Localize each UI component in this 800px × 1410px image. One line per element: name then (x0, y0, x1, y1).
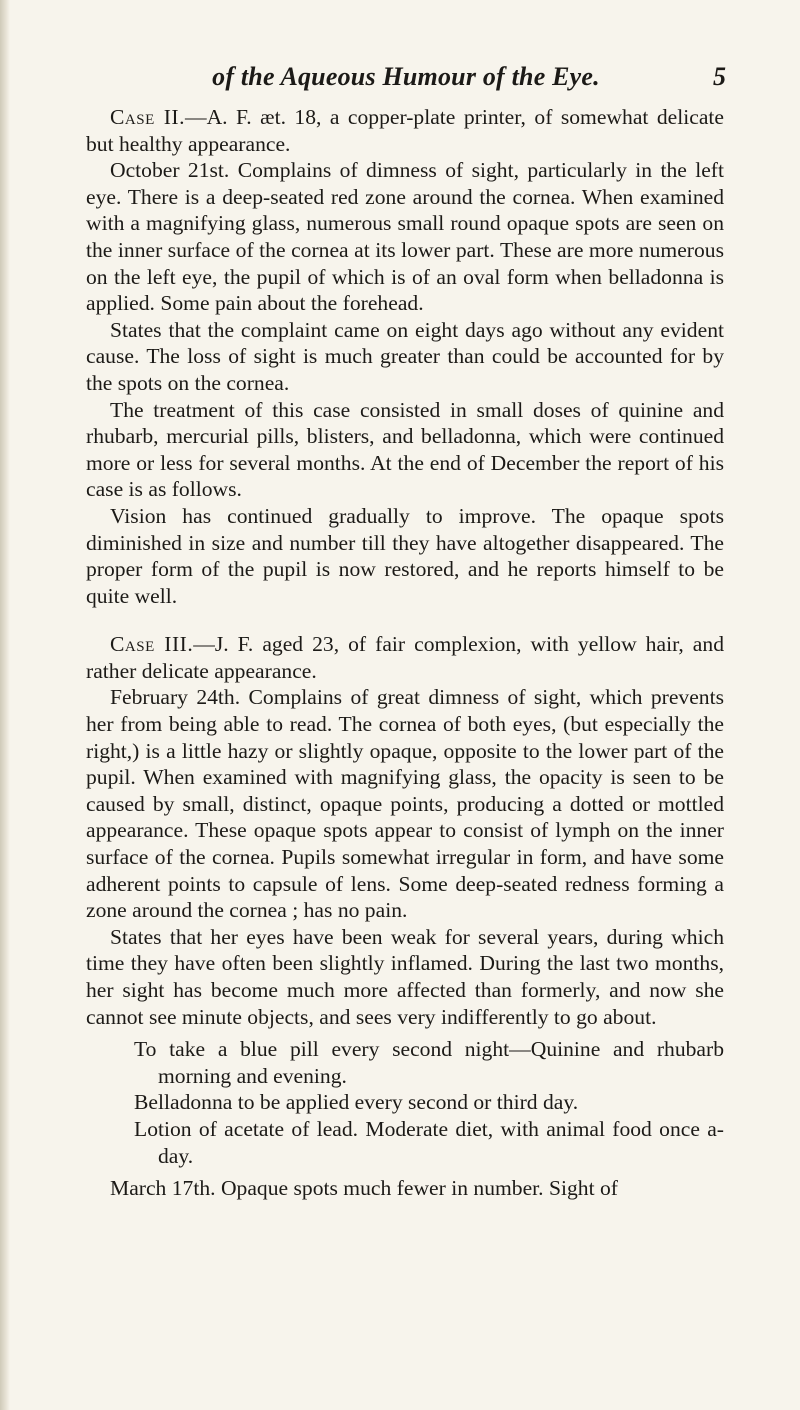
case-3-label: Case III. (110, 632, 194, 657)
case-2-paragraph: Vision has continued gradually to improve. The opaque spots diminished in size and number till they have altogether disappeared. The proper form of the pupil is now restored, and he reports himself to be quite well. (86, 503, 724, 608)
running-head: of the Aqueous Humour of the Eye. (212, 62, 600, 91)
page-number: 5 (713, 62, 726, 91)
prescription-line: To take a blue pill every second night—Quinine and rhubarb morning and evening. (134, 1037, 724, 1088)
case-3-intro-text: —J. F. aged 23, of fair complexion, with yellow hair, and rather delicate appearance. (86, 632, 724, 683)
case-2-intro-text: —A. F. æt. 18, a copper-plate printer, of somewhat delicate but healthy appearance. (86, 105, 724, 156)
case-2-paragraph: October 21st. Complains of dimness of sight, particularly in the left eye. There is a deep-seated red zone around the cornea. When examined with a magnifying glass, numerous small round opaque spots are seen on the inner surface of the cornea at its lower part. These are more numerous on the left eye, the pupil of which is of an oval form when belladonna is applied. Some pain about the forehead. (86, 158, 724, 316)
page-header (86, 62, 726, 98)
case-2-paragraph: States that the complaint came on eight days ago without any evident cause. The loss of sight is much greater than could be accounted for by the spots on the cornea. (86, 317, 724, 395)
page-gutter-shadow (0, 0, 10, 1410)
prescription-line: Lotion of acetate of lead. Moderate diet, with animal food once a-day. (134, 1116, 724, 1168)
body-text (86, 104, 724, 1202)
case-3-paragraph: February 24th. Complains of great dimness of sight, which prevents her from being able to read. The cornea of both eyes, (but especially the right,) is a little hazy or slightly opaque, opposite to the lower part of the pupil. When examined with magnifying glass, the opacity is seen to be caused by small, distinct, opaque points, producing a dotted or mottled appearance. These opaque spots appear to consist of lymph on the inner surface of the cornea. Pupils somewhat irregular in form, and have some adherent points to capsule of lens. Some deep-seated redness forming a zone around the cornea ; has no pain. (86, 685, 724, 923)
case-3-paragraph: States that her eyes have been weak for several years, during which time they have often been slightly inflamed. During the last two months, her sight has become much more affected than formerly, and now she cannot see minute objects, and sees very indifferently to go about. (86, 924, 724, 1029)
prescription-line: Belladonna to be applied every second or third day. (134, 1090, 579, 1115)
case-2-intro (86, 104, 724, 157)
case-3-paragraph: March 17th. Opaque spots much fewer in number. Sight of (110, 1176, 618, 1201)
case-2-paragraph: The treatment of this case consisted in small doses of quinine and rhubarb, mercurial pills, blisters, and belladonna, which were continued more or less for several months. At the end of December the report of his case is as follows. (86, 397, 724, 502)
case-3-intro (86, 631, 724, 684)
case-2-label: Case II. (110, 105, 185, 129)
section-gap (86, 609, 724, 631)
prescription-block (86, 1036, 724, 1169)
